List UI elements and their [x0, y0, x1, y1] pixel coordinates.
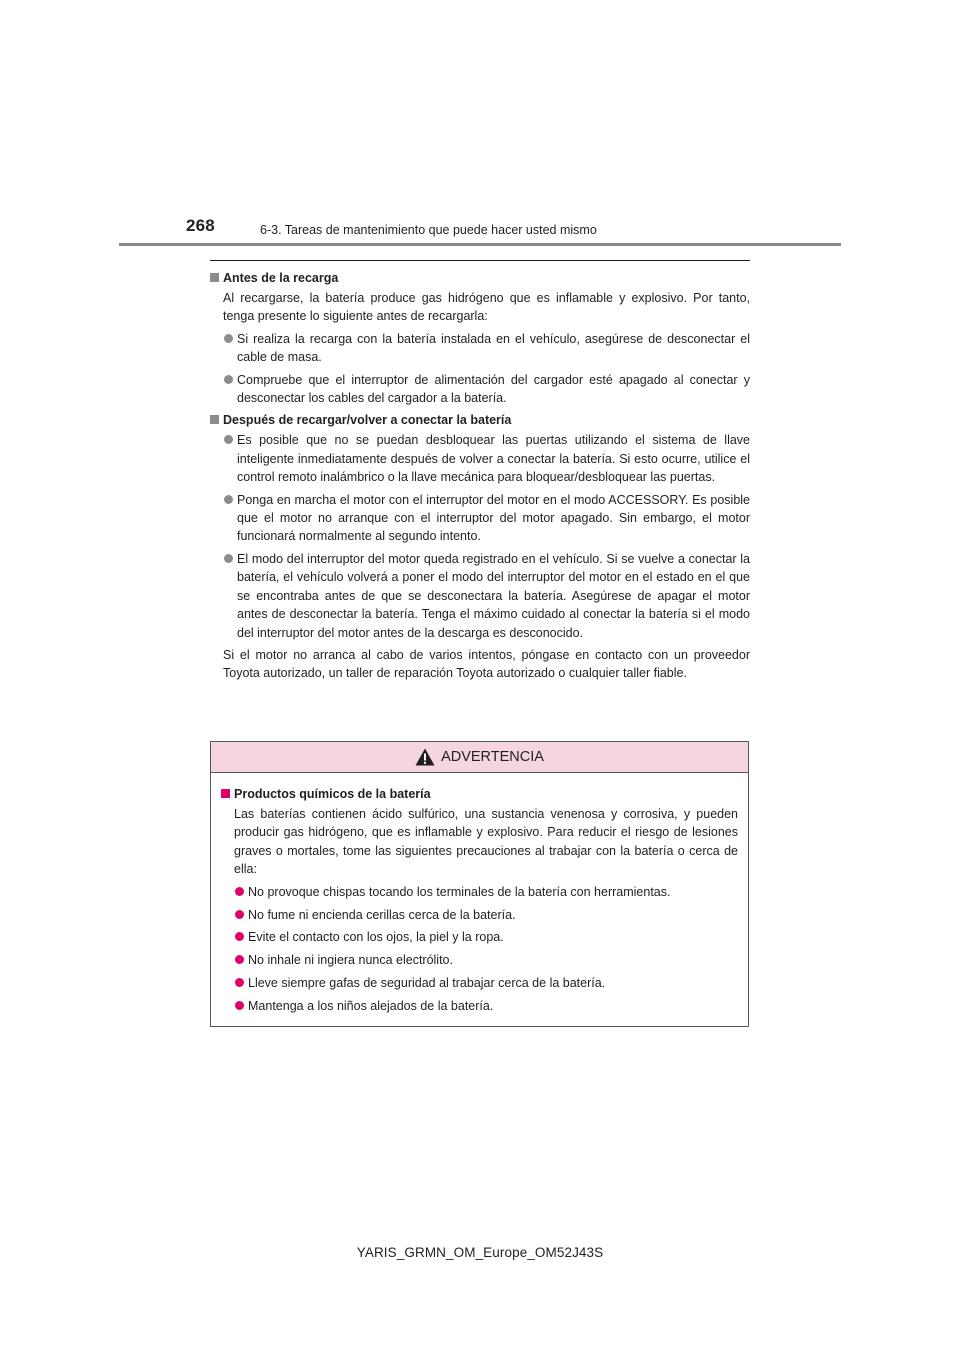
section-heading-before-charging — [210, 269, 750, 287]
list-item — [210, 431, 750, 486]
circle-bullet-icon — [223, 491, 237, 546]
list-item-text: El modo del interruptor del motor queda registrado en el vehículo. Si se vuelve a conectar la batería, el vehículo volverá a poner el modo del interruptor del motor en el estado en el que se encontraba antes de que se desconectara la batería. Asegúrese de apagar el motor antes de desconectar la batería. Tenga el máximo cuidado al conectar la batería si el modo del interruptor del motor antes de la descarga es desconocido. — [237, 551, 750, 640]
main-content — [210, 260, 750, 687]
warning-body — [211, 773, 748, 1016]
list-item-text: Ponga en marcha el motor con el interruptor del motor en el modo ACCESSORY. Es posible que el motor no arranque con el interruptor del motor apagado. Sin embargo, el motor funcionará normalmente al segundo intento. — [237, 492, 750, 544]
circle-bullet-icon — [234, 951, 248, 969]
list-item — [221, 883, 738, 901]
list-item-text: Si realiza la recarga con la batería instalada en el vehículo, asegúrese de desconectar el cable de masa. — [237, 331, 750, 365]
square-bullet-icon — [210, 273, 219, 282]
heading-text: Después de recargar/volver a conectar la batería — [223, 413, 512, 428]
document-id: YARIS_GRMN_OM_Europe_OM52J43S — [356, 1245, 604, 1260]
circle-bullet-icon — [234, 883, 248, 901]
circle-bullet-icon — [223, 550, 237, 642]
warning-header — [211, 742, 748, 773]
circle-bullet-icon — [234, 928, 248, 946]
list-item — [221, 928, 738, 946]
list-item — [210, 550, 750, 642]
list-item-text: No inhale ni ingiera nunca electrólito. — [248, 953, 453, 968]
circle-bullet-icon — [223, 330, 237, 367]
warning-triangle-icon — [415, 748, 435, 766]
list-item — [221, 997, 738, 1015]
list-item-text: Es posible que no se puedan desbloquear las puertas utilizando el sistema de llave inteligente inmediatamente después de volver a conectar la batería. Si esto ocurre, utilice el control remoto inalámbrico o la llave mecánica para bloquear/desbloquear las puertas. — [237, 433, 750, 485]
section-rule — [210, 260, 750, 261]
circle-bullet-icon — [223, 431, 237, 486]
square-bullet-icon — [210, 415, 219, 424]
list-item-text: Evite el contacto con los ojos, la piel y la ropa. — [248, 930, 504, 945]
list-item — [210, 330, 750, 367]
section-heading-after-charging — [210, 411, 750, 429]
square-bullet-icon — [221, 789, 230, 798]
list-item-text: Compruebe que el interruptor de alimentación del cargador esté apagado al conectar y desconectar los cables del cargador a la batería. — [237, 372, 750, 406]
circle-bullet-icon — [234, 906, 248, 924]
heading-text: Antes de la recarga — [223, 271, 339, 285]
circle-bullet-icon — [234, 997, 248, 1015]
list-item-text: No provoque chispas tocando los terminales de la batería con herramientas. — [248, 884, 671, 899]
list-item — [221, 974, 738, 992]
list-item — [210, 371, 750, 408]
warning-title: ADVERTENCIA — [441, 749, 544, 765]
list-item — [221, 906, 738, 924]
warning-box — [210, 741, 749, 1027]
circle-bullet-icon — [234, 974, 248, 992]
list-item-text: Mantenga a los niños alejados de la batería. — [248, 999, 494, 1014]
paragraph: Las baterías contienen ácido sulfúrico, una sustancia venenosa y corrosiva, y pueden producir gas hidrógeno, que es inflamable y explosivo. Para reducir el riesgo de lesiones graves o mortales, tome las siguientes precauciones al trabajar con la batería o cerca de ella: — [234, 807, 738, 877]
paragraph: Si el motor no arranca al cabo de varios intentos, póngase en contacto con un proveedor Toyota autorizado, un taller de reparación Toyota autorizado o cualquier taller fiable. — [223, 647, 750, 681]
header-rule — [119, 243, 841, 246]
paragraph: Al recargarse, la batería produce gas hidrógeno que es inflamable y explosivo. Por tanto, tenga presente lo siguiente antes de recargarla: — [223, 291, 750, 324]
list-item — [210, 491, 750, 546]
list-item-text: No fume ni encienda cerillas cerca de la batería. — [248, 907, 516, 922]
list-item — [221, 951, 738, 969]
warning-heading — [221, 785, 738, 803]
page-number: 268 — [186, 216, 215, 235]
circle-bullet-icon — [223, 371, 237, 408]
heading-text: Productos químicos de la batería — [234, 787, 431, 801]
list-item-text: Lleve siempre gafas de seguridad al trabajar cerca de la batería. — [248, 976, 606, 991]
section-title: 6-3. Tareas de mantenimiento que puede hacer usted mismo — [260, 223, 597, 237]
